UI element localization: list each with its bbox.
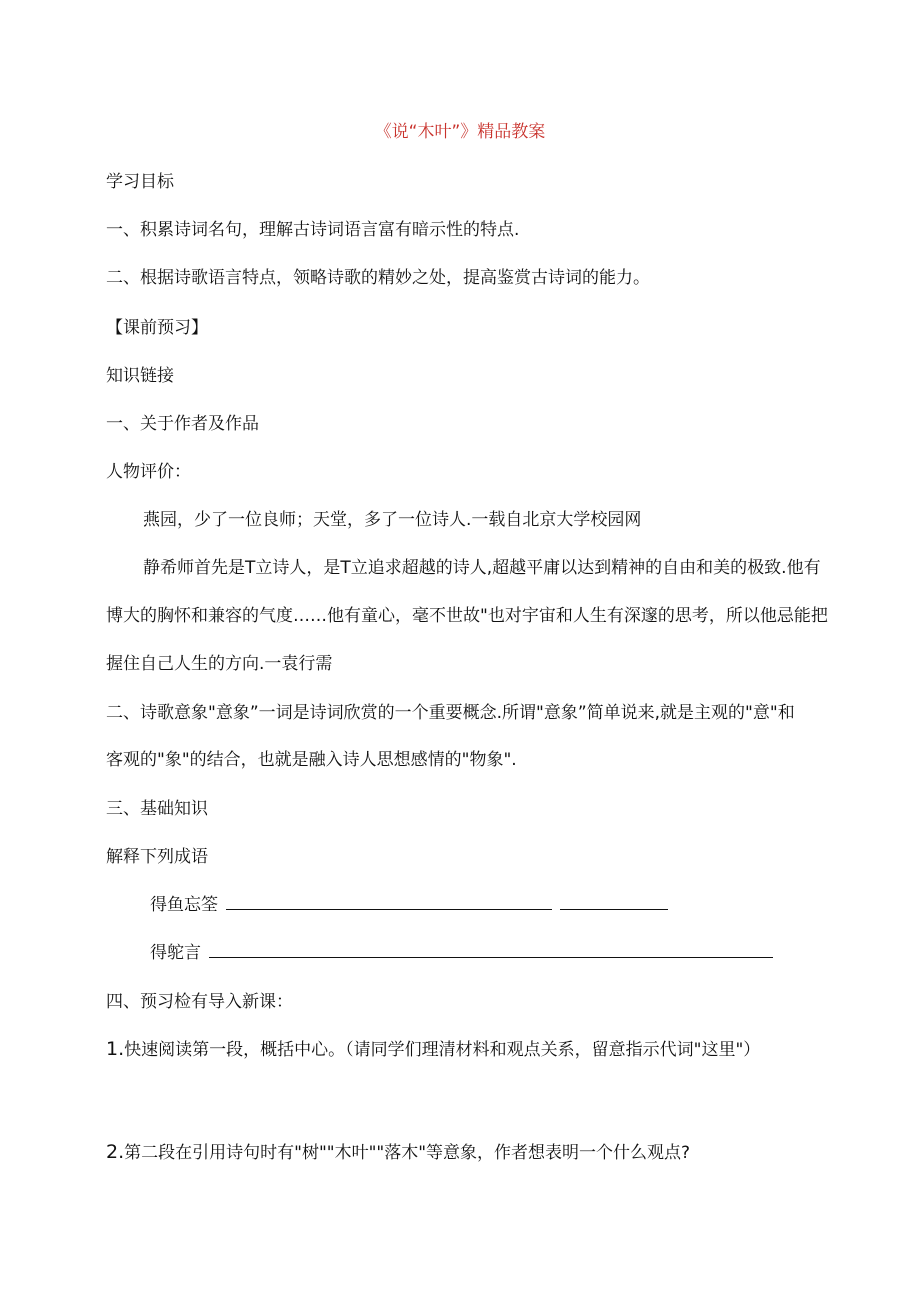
quote-2-line-2: 博大的胸怀和兼容的气度……他有童心，毫不世故"也对宇宙和人生有深邃的思考，所以他忌能把 [106,606,828,626]
idioms-heading: 解释下列成语 [106,847,208,867]
question-1-number: 1. [106,1038,125,1060]
section-3-heading: 三、基础知识 [106,799,208,819]
question-2 [106,1141,690,1164]
idiom-1-blank-a[interactable] [226,895,552,910]
question-1-text: 快速阅读第一段，概括中心。（请同学们理清材料和观点关系，留意指示代词"这里"） [124,1040,761,1060]
quote-1: 燕园，少了一位良师；天堂，多了一位诗人.一载自北京大学校园网 [143,510,642,530]
section-2-line-2: 客观的"象"的结合，也就是融入诗人思想感情的"物象". [106,750,517,770]
idiom-row-2 [150,942,773,964]
idiom-row-1 [150,894,668,916]
goal-2: 二、根据诗歌语言特点，领略诗歌的精妙之处，提高鉴赏古诗词的能力。 [106,268,650,288]
goal-1: 一、积累诗词名句，理解古诗词语言富有暗示性的特点. [106,220,520,240]
knowledge-link-heading: 知识链接 [106,366,174,386]
quote-2-line-3: 握住自己人生的方向.一袁行需 [106,654,333,674]
question-2-number: 2. [106,1141,125,1163]
section-1-heading: 一、关于作者及作品 [106,414,259,434]
evaluation-label: 人物评价： [106,462,191,482]
idiom-2-blank[interactable] [209,943,773,958]
question-2-text: 第二段在引用诗句时有"树""木叶""落木"等意象，作者想表明一个什么观点? [124,1143,691,1163]
goals-heading: 学习目标 [106,172,174,192]
section-2-line-1: 二、诗歌意象"意象”一词是诗词欣赏的一个重要概念.所谓"意象”简单说来,就是主观的"意"和 [106,703,795,723]
question-1 [106,1038,760,1061]
idiom-1-blank-b[interactable] [560,895,668,910]
preview-heading: 【课前预习】 [106,318,208,338]
document-title: 《说“木叶”》精品教案 [374,122,546,142]
idiom-2-label: 得鸵言 [150,943,201,963]
quote-2-line-1: 静希师首先是T立诗人，是T立追求超越的诗人,超越平庸以达到精神的自由和美的极致.他有 [143,558,821,578]
idiom-1-label: 得鱼忘筌 [150,895,218,915]
section-4-heading: 四、预习检有导入新课： [106,992,293,1012]
